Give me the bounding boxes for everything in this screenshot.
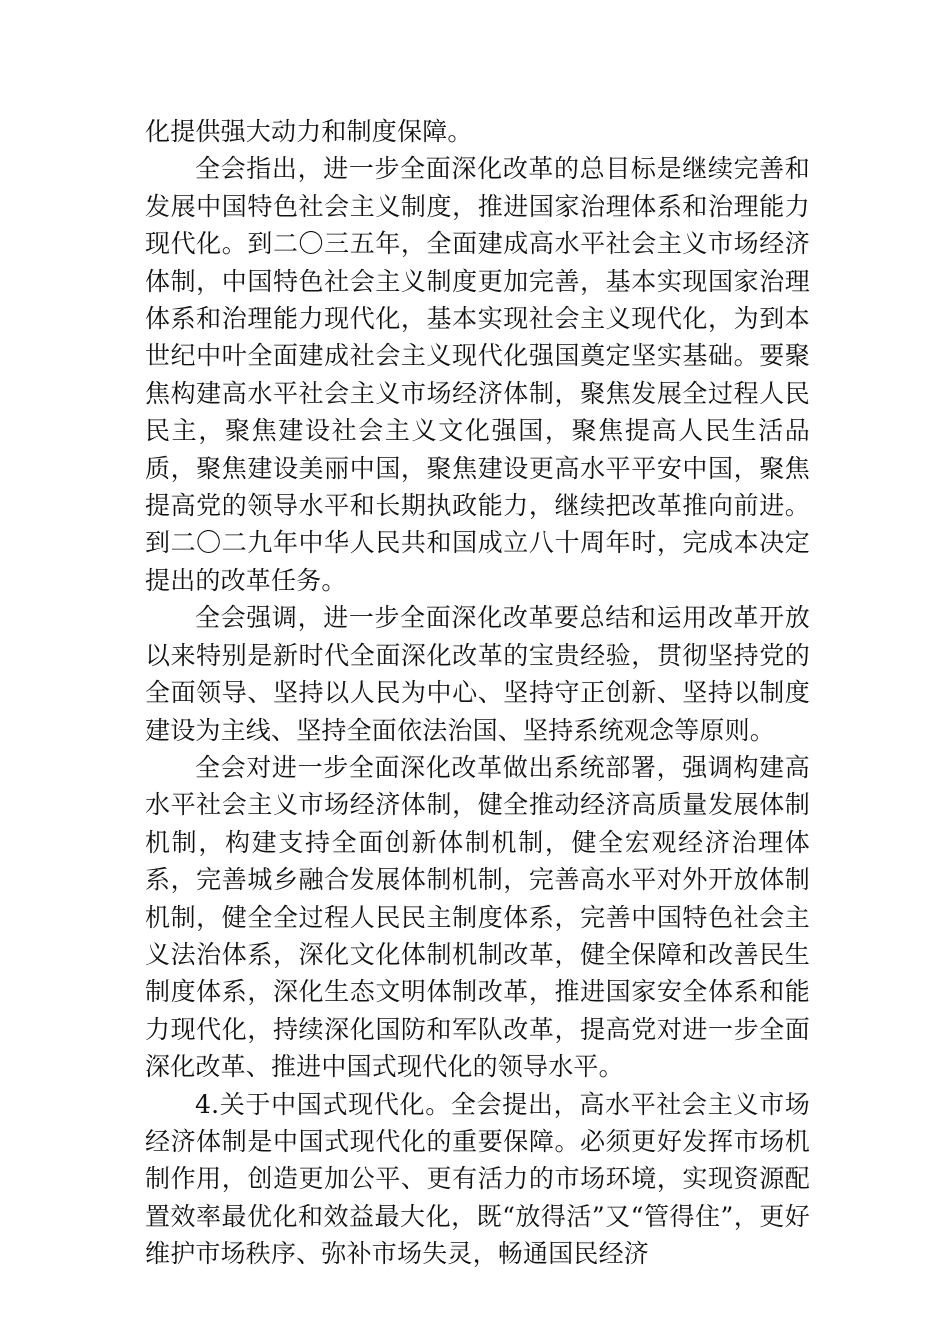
paragraph-continuation: 化提供强大动力和制度保障。 <box>145 117 473 146</box>
document-body <box>145 113 810 1273</box>
paragraph-modernization: 4.关于中国式现代化。全会提出，高水平社会主义市场经济体制是中国式现代化的重要保障。必须更好发挥市场机制作用，创造更加公平、更有活力的市场环境，实现资源配置效率最优化和效益最大化，既“放得活”又“管得住”，更好维护市场秩序、弥补市场失灵，畅通国民经济 <box>145 1089 810 1269</box>
paragraph-deployment: 全会对进一步全面深化改革做出系统部署，强调构建高水平社会主义市场经济体制，健全推动经济高质量发展体制机制，构建支持全面创新体制机制，健全宏观经济治理体系，完善城乡融合发展体制机制，完善高水平对外开放体制机制，健全全过程人民民主制度体系，完善中国特色社会主义法治体系，深化文化体制机制改革，健全保障和改善民生制度体系，深化生态文明体制改革，推进国家安全体系和能力现代化，持续深化国防和军队改革，提高党对进一步全面深化改革、推进中国式现代化的领导水平。 <box>145 752 810 1082</box>
paragraph-principles: 全会强调，进一步全面深化改革要总结和运用改革开放以来特别是新时代全面深化改革的宝贵经验，贯彻坚持党的全面领导、坚持以人民为中心、坚持守正创新、坚持以制度建设为主线、坚持全面依法治国、坚持系统观念等原则。 <box>145 603 810 745</box>
paragraph-overall-goal: 全会指出，进一步全面深化改革的总目标是继续完善和发展中国特色社会主义制度，推进国家治理体系和治理能力现代化。到二〇三五年，全面建成高水平社会主义市场经济体制，中国特色社会主义制度更加完善，基本实现国家治理体系和治理能力现代化，基本实现社会主义现代化，为到本世纪中叶全面建成社会主义现代化强国奠定坚实基础。要聚焦构建高水平社会主义市场经济体制，聚焦发展全过程人民民主，聚焦建设社会主义文化强国，聚焦提高人民生活品质，聚焦建设美丽中国，聚焦建设更高水平平安中国，聚焦提高党的领导水平和长期执政能力，继续把改革推向前进。到二〇二九年中华人民共和国成立八十周年时，完成本决定提出的改革任务。 <box>145 154 810 595</box>
